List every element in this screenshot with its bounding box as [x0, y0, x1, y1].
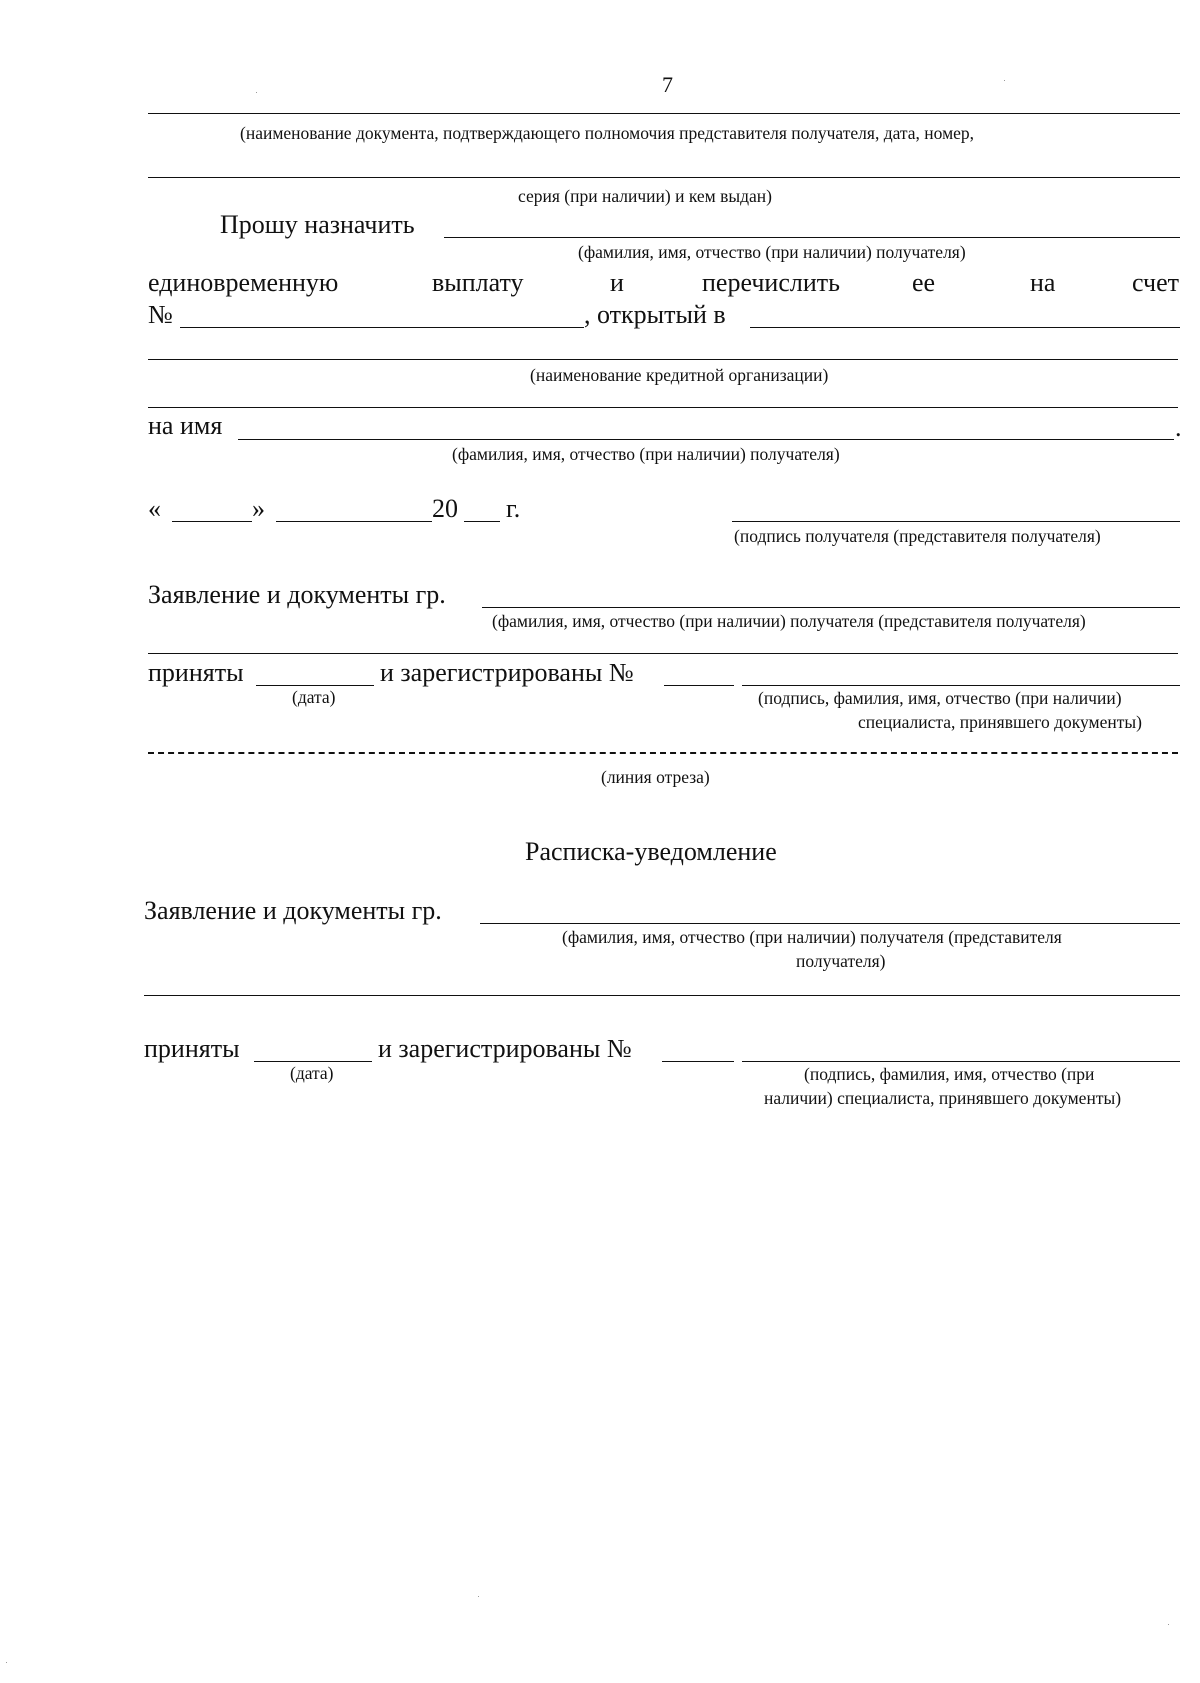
account-number-sign: № [148, 300, 173, 329]
date-quote-open: « [148, 494, 161, 523]
receipt-registered-number-line [662, 1061, 734, 1062]
bank-name-caption: (наименование кредитной организации) [530, 365, 829, 385]
registration-extra-line [148, 653, 1178, 654]
date-year-prefix: 20 [432, 494, 458, 523]
receipt-accepted-date-caption: (дата) [290, 1063, 334, 1083]
receipt-accepted-label: приняты [144, 1034, 240, 1063]
doc-name-caption: (наименование документа, подтверждающего полномочия представителя получателя, дата, номер, [240, 123, 975, 143]
receipt-fio-line [480, 923, 1180, 924]
word-it: ее [912, 268, 936, 297]
name-caption: (фамилия, имя, отчество (при наличии) получателя) [452, 444, 840, 464]
request-label: Прошу назначить [220, 210, 415, 239]
name-line [238, 439, 1174, 440]
bank-name-line [148, 359, 1178, 360]
scan-speck [1004, 80, 1005, 81]
name-period: . [1175, 413, 1182, 442]
account-number-line [180, 327, 584, 328]
date-year-suffix: г. [506, 494, 521, 523]
doc-series-caption: серия (при наличии) и кем выдан) [518, 186, 772, 206]
receipt-fio-caption-line1: (фамилия, имя, отчество (при наличии) получателя (представителя [562, 927, 1062, 947]
date-month-line [276, 521, 432, 522]
cut-line [148, 752, 1178, 754]
name-label: на имя [148, 411, 223, 440]
receipt-fio-caption-line2: получателя) [796, 951, 886, 971]
accepted-date-caption: (дата) [292, 687, 336, 707]
word-lump-sum: единовременную [148, 268, 339, 297]
scan-speck [6, 1662, 7, 1663]
bank-line [750, 327, 1180, 328]
registration-fio-caption: (фамилия, имя, отчество (при наличии) получателя (представителя получателя) [492, 611, 1086, 631]
specialist-caption-line2: специалиста, принявшего документы) [858, 712, 1142, 732]
receipt-specialist-caption-line2: наличии) специалиста, принявшего документы) [764, 1088, 1122, 1108]
date-year-line [464, 521, 500, 522]
signature-caption: (подпись получателя (представителя получателя) [734, 526, 1101, 546]
bank-extra-line [148, 407, 1178, 408]
scan-speck [256, 92, 257, 93]
registered-number-line [664, 685, 734, 686]
specialist-signature-line [742, 685, 1180, 686]
registration-label: Заявление и документы гр. [148, 580, 446, 609]
recipient-fio-caption: (фамилия, имя, отчество (при наличии) получателя) [578, 242, 966, 262]
receipt-registered-label: и зарегистрированы № [378, 1034, 632, 1063]
doc-name-line [148, 113, 1180, 114]
date-day-line [172, 521, 252, 522]
specialist-caption-line1: (подпись, фамилия, имя, отчество (при наличии) [758, 688, 1122, 708]
scan-speck [1168, 1624, 1169, 1625]
receipt-accepted-date-line [254, 1061, 372, 1062]
word-transfer: перечислить [702, 268, 840, 297]
signature-line [732, 521, 1180, 522]
word-to: на [1030, 268, 1056, 297]
registration-fio-line [482, 607, 1180, 608]
opened-in-label: , открытый в [584, 300, 726, 329]
word-and: и [610, 268, 624, 297]
accepted-date-line [256, 685, 374, 686]
receipt-title: Расписка-уведомление [525, 837, 777, 866]
cut-line-caption: (линия отреза) [601, 767, 710, 787]
date-quote-close: » [252, 494, 265, 523]
recipient-fio-line [444, 237, 1180, 238]
receipt-extra-line [144, 995, 1180, 996]
doc-series-line [148, 177, 1180, 178]
registered-label: и зарегистрированы № [380, 658, 634, 687]
receipt-registration-label: Заявление и документы гр. [144, 896, 442, 925]
word-payment: выплату [432, 268, 524, 297]
receipt-specialist-signature-line [742, 1061, 1180, 1062]
page-number: 7 [662, 72, 673, 97]
accepted-label: приняты [148, 658, 244, 687]
receipt-specialist-caption-line1: (подпись, фамилия, имя, отчество (при [804, 1064, 1095, 1084]
scan-speck [478, 1596, 479, 1597]
word-account: счет [1132, 268, 1179, 297]
